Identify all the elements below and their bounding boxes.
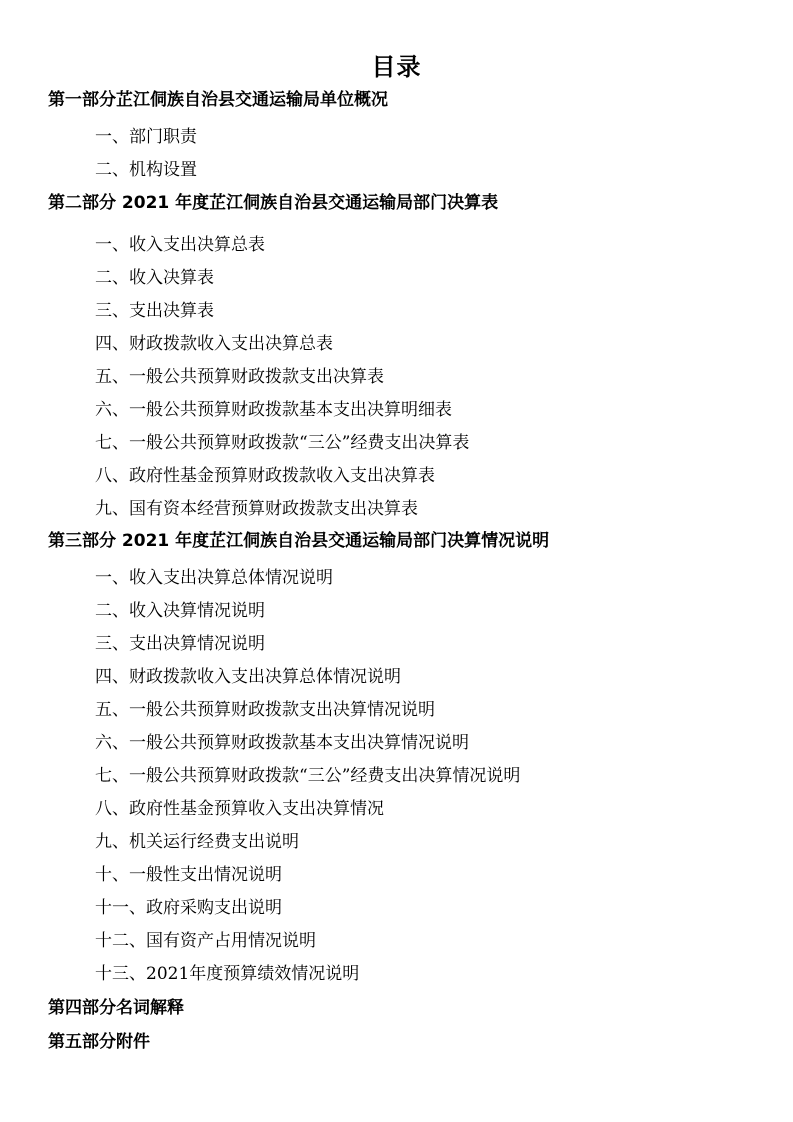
part-1-item-1[interactable]: 一、部门职责	[95, 127, 197, 147]
part-3-heading[interactable]: 第三部分 2021 年度芷江侗族自治县交通运输局部门决算情况说明	[48, 531, 550, 551]
part-3-item-6[interactable]: 六、一般公共预算财政拨款基本支出决算情况说明	[95, 733, 469, 753]
part-2-item-3[interactable]: 三、支出决算表	[95, 301, 214, 321]
part-3-item-11[interactable]: 十一、政府采购支出说明	[95, 898, 282, 918]
part-2-heading[interactable]: 第二部分 2021 年度芷江侗族自治县交通运输局部门决算表	[48, 193, 499, 213]
part-3-item-8[interactable]: 八、政府性基金预算收入支出决算情况	[95, 799, 384, 819]
part-2-item-7[interactable]: 七、一般公共预算财政拨款“三公”经费支出决算表	[95, 433, 470, 453]
part-2-item-8[interactable]: 八、政府性基金预算财政拨款收入支出决算表	[95, 466, 435, 486]
part-3-item-1[interactable]: 一、收入支出决算总体情况说明	[95, 568, 333, 588]
part-3-item-3[interactable]: 三、支出决算情况说明	[95, 634, 265, 654]
part-2-item-5[interactable]: 五、一般公共预算财政拨款支出决算表	[95, 367, 384, 387]
part-2-item-6[interactable]: 六、一般公共预算财政拨款基本支出决算明细表	[95, 400, 452, 420]
part-3-item-10[interactable]: 十、一般性支出情况说明	[95, 865, 282, 885]
part-2-item-9[interactable]: 九、国有资本经营预算财政拨款支出决算表	[95, 499, 418, 519]
part-2-item-4[interactable]: 四、财政拨款收入支出决算总表	[95, 334, 333, 354]
part-3-item-9[interactable]: 九、机关运行经费支出说明	[95, 832, 299, 852]
part-3-item-2[interactable]: 二、收入决算情况说明	[95, 601, 265, 621]
part-3-item-12[interactable]: 十二、国有资产占用情况说明	[95, 931, 316, 951]
part-2-item-1[interactable]: 一、收入支出决算总表	[95, 235, 265, 255]
part-3-item-13[interactable]: 十三、2021年度预算绩效情况说明	[95, 964, 360, 984]
part-4-heading[interactable]: 第四部分名词解释	[48, 998, 184, 1018]
part-1-item-2[interactable]: 二、机构设置	[95, 160, 197, 180]
part-3-item-7[interactable]: 七、一般公共预算财政拨款“三公”经费支出决算情况说明	[95, 766, 521, 786]
part-1-heading[interactable]: 第一部分芷江侗族自治县交通运输局单位概况	[48, 90, 388, 110]
part-2-item-2[interactable]: 二、收入决算表	[95, 268, 214, 288]
part-5-heading[interactable]: 第五部分附件	[48, 1032, 150, 1052]
part-3-item-5[interactable]: 五、一般公共预算财政拨款支出决算情况说明	[95, 700, 435, 720]
part-3-item-4[interactable]: 四、财政拨款收入支出决算总体情况说明	[95, 667, 401, 687]
toc-title: 目录	[371, 53, 422, 81]
table-of-contents	[48, 86, 768, 1053]
